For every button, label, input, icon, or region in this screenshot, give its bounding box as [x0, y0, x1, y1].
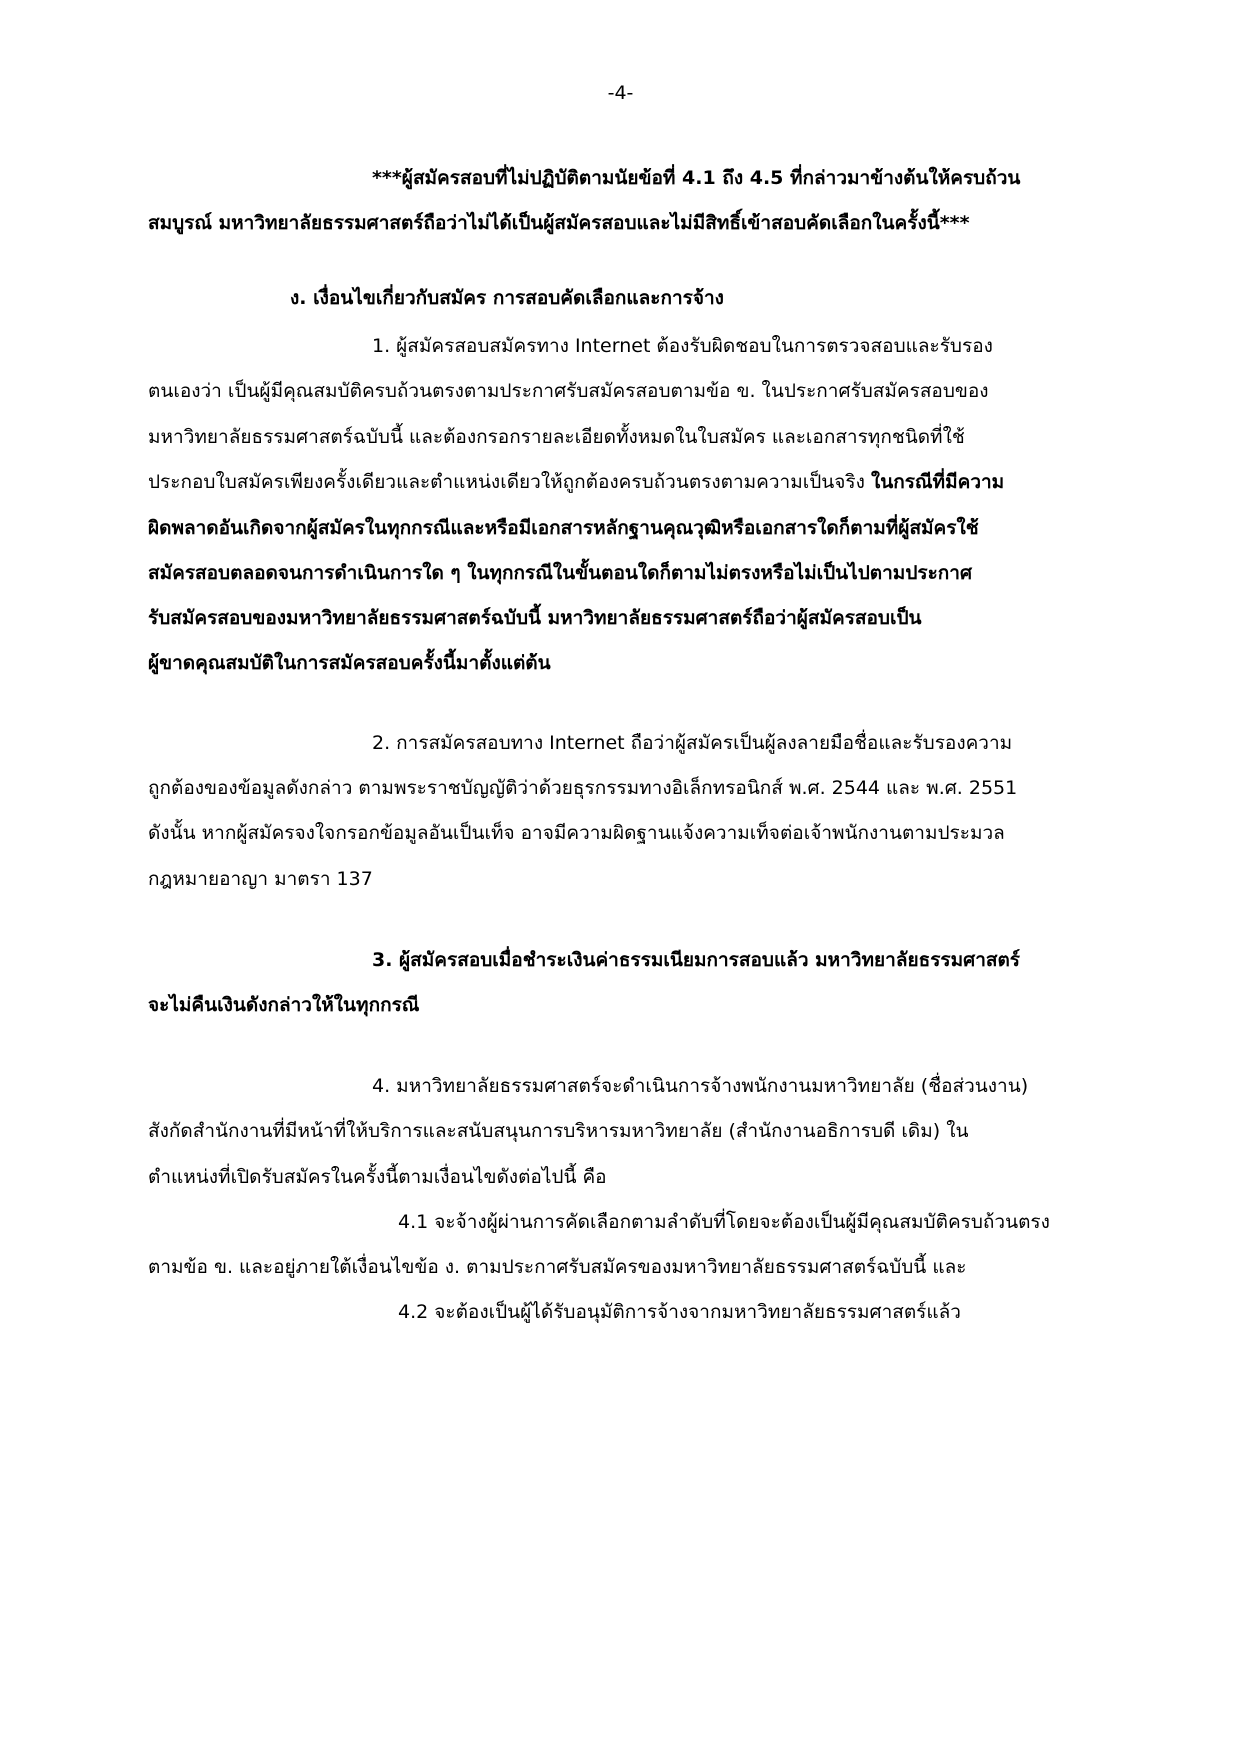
- item1-bold-line-4: ผู้ขาดคุณสมบัติในการสมัครสอบครั้งนี้มาตั้งแต่ต้น: [148, 652, 551, 674]
- page-number: -4-: [607, 82, 634, 104]
- item3-line-1: 3. ผู้สมัครสอบเมื่อชำระเงินค่าธรรมเนียมการสอบแล้ว มหาวิทยาลัยธรรมศาสตร์: [372, 949, 1021, 971]
- item1-bold-line-2: สมัครสอบตลอดจนการดำเนินการใด ๆ ในทุกกรณีในขั้นตอนใดก็ตามไม่ตรงหรือไม่เป็นไปตามประกาศ: [148, 562, 973, 584]
- item4-2-line: 4.2 จะต้องเป็นผู้ได้รับอนุมัติการจ้างจากมหาวิทยาลัยธรรมศาสตร์แล้ว: [398, 1301, 961, 1323]
- item2-line-2: ถูกต้องของข้อมูลดังกล่าว ตามพระราชบัญญัติว่าด้วยธุรกรรมทางอิเล็กทรอนิกส์ พ.ศ. 2544 และ พ.ศ. 2551: [148, 777, 1018, 799]
- item1-line-4-bold: ในกรณีที่มีความ: [870, 471, 1005, 493]
- item4-line-1: 4. มหาวิทยาลัยธรรมศาสตร์จะดำเนินการจ้างพนักงานมหาวิทยาลัย (ชื่อส่วนงาน): [372, 1075, 1029, 1097]
- notice-line-1: ***ผู้สมัครสอบที่ไม่ปฏิบัติตามนัยข้อที่ 4.1 ถึง 4.5 ที่กล่าวมาข้างต้นให้ครบถ้วน: [372, 167, 1021, 189]
- item4-1-line-2: ตามข้อ ข. และอยู่ภายใต้เงื่อนไขข้อ ง. ตามประกาศรับสมัครของมหาวิทยาลัยธรรมศาสตร์ฉบับนี้ และ: [148, 1256, 967, 1278]
- item1-line-1: 1. ผู้สมัครสอบสมัครทาง Internet ต้องรับผิดชอบในการตรวจสอบและรับรอง: [372, 335, 993, 357]
- item4-line-3: ตำแหน่งที่เปิดรับสมัครในครั้งนี้ตามเงื่อนไขดังต่อไปนี้ คือ: [148, 1166, 607, 1188]
- item1-line-3: มหาวิทยาลัยธรรมศาสตร์ฉบับนี้ และต้องกรอกรายละเอียดทั้งหมดในใบสมัคร และเอกสารทุกชนิดที่ใช้: [148, 426, 965, 448]
- item1-bold-line-1: ผิดพลาดอันเกิดจากผู้สมัครในทุกกรณีและหรือมีเอกสารหลักฐานคุณวุฒิหรือเอกสารใดก็ตามที่ผู้สมัครใช้: [148, 517, 979, 539]
- item2-line-3: ดังนั้น หากผู้สมัครจงใจกรอกข้อมูลอันเป็นเท็จ อาจมีความผิดฐานแจ้งความเท็จต่อเจ้าพนักงานตามประมวล: [148, 822, 1005, 844]
- item2-line-1: 2. การสมัครสอบทาง Internet ถือว่าผู้สมัครเป็นผู้ลงลายมือชื่อและรับรองความ: [372, 732, 1013, 754]
- item2-line-4: กฎหมายอาญา มาตรา 137: [148, 868, 373, 890]
- section-heading: ง. เงื่อนไขเกี่ยวกับสมัคร การสอบคัดเลือกและการจ้าง: [290, 287, 724, 309]
- item3-line-2: จะไม่คืนเงินดังกล่าวให้ในทุกกรณี: [148, 994, 420, 1016]
- item1-line-4: [148, 469, 1004, 495]
- item1-line-4-normal: ประกอบใบสมัครเพียงครั้งเดียวและตำแหน่งเดียวให้ถูกต้องครบถ้วนตรงตามความเป็นจริง: [148, 471, 871, 493]
- item4-line-2: สังกัดสำนักงานที่มีหน้าที่ให้บริการและสนับสนุนการบริหารมหาวิทยาลัย (สำนักงานอธิการบดี เดิม) ใน: [148, 1120, 969, 1142]
- item1-bold-line-3: รับสมัครสอบของมหาวิทยาลัยธรรมศาสตร์ฉบับนี้ มหาวิทยาลัยธรรมศาสตร์ถือว่าผู้สมัครสอบเป็น: [148, 607, 922, 629]
- item1-line-2: ตนเองว่า เป็นผู้มีคุณสมบัติครบถ้วนตรงตามประกาศรับสมัครสอบตามข้อ ข. ในประกาศรับสมัครสอบของ: [148, 380, 989, 402]
- notice-line-2: สมบูรณ์ มหาวิทยาลัยธรรมศาสตร์ถือว่าไม่ได้เป็นผู้สมัครสอบและไม่มีสิทธิ์เข้าสอบคัดเลือกในครั้งนี้***: [148, 212, 970, 234]
- item4-1-line-1: 4.1 จะจ้างผู้ผ่านการคัดเลือกตามลำดับที่โดยจะต้องเป็นผู้มีคุณสมบัติครบถ้วนตรง: [398, 1211, 1050, 1233]
